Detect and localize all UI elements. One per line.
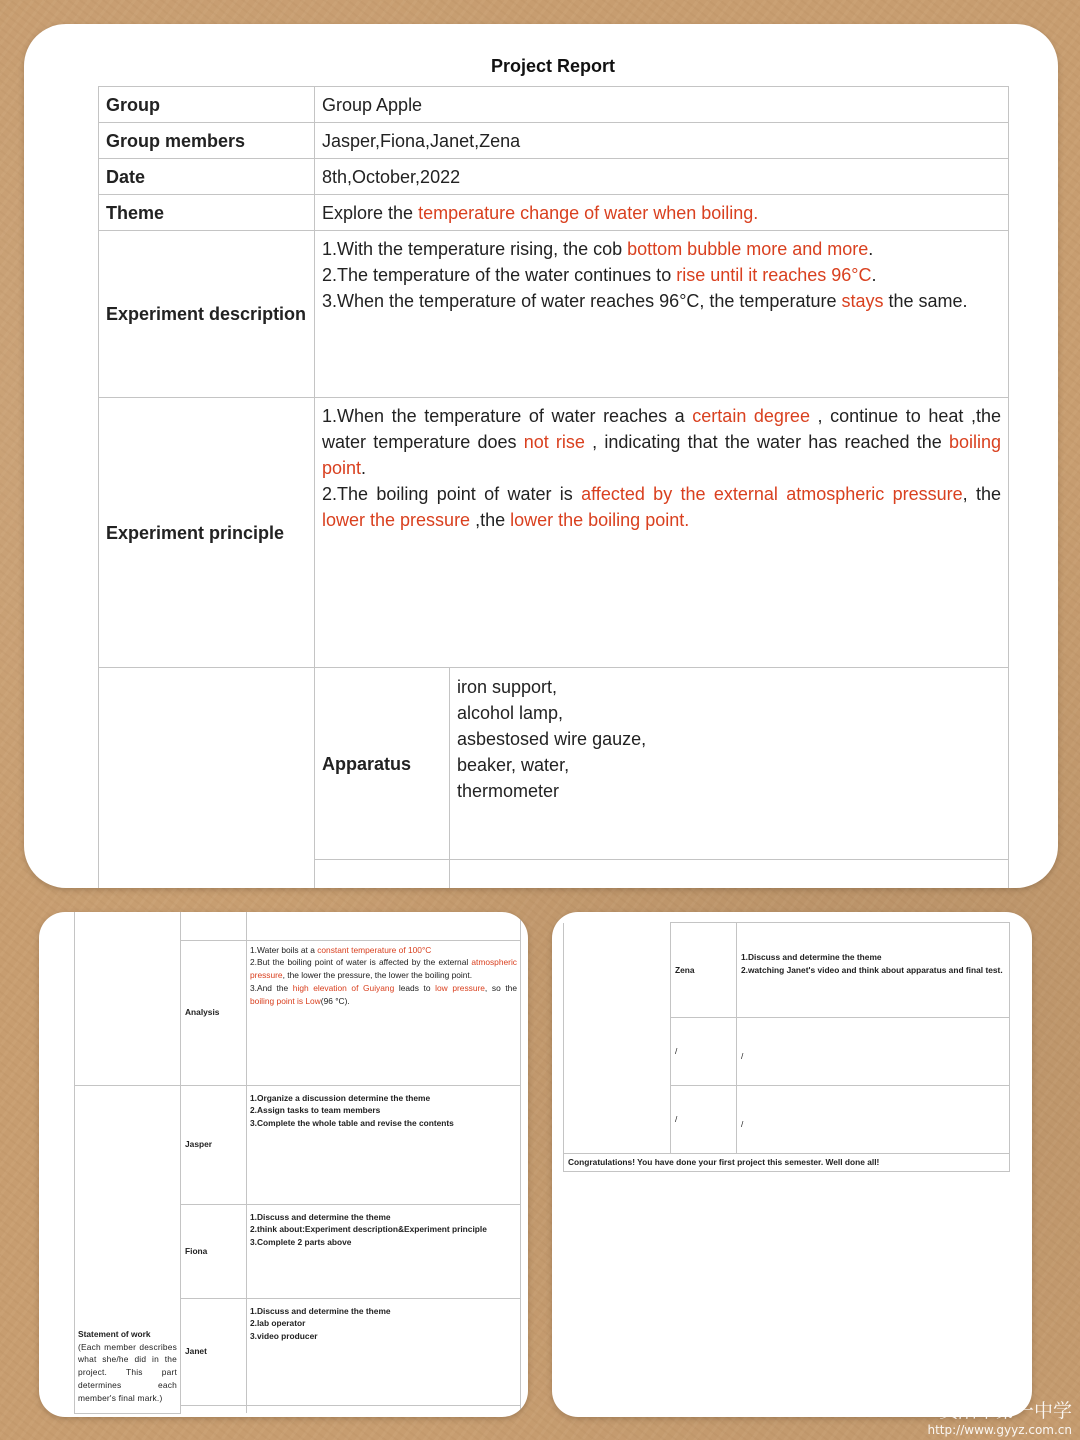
blank-name: /	[671, 1086, 737, 1154]
principle-text	[315, 398, 1009, 668]
watermark-url: http://www.gyyz.com.cn	[927, 1423, 1072, 1437]
theme-value	[315, 195, 1009, 231]
report-table-final	[563, 922, 1010, 1172]
description-line-2: 2.The temperature of the water continues to rise until it reaches 96°C.	[322, 265, 877, 285]
member-tasks: 1.Discuss and determine the theme 2.lab operator 3.video producer	[247, 1298, 521, 1405]
principle-label: Experiment principle	[99, 398, 315, 668]
carryover-cell	[181, 912, 247, 940]
report-page-3	[552, 912, 1032, 1417]
empty-cell	[450, 860, 1009, 889]
principle-item-2: 2.The boiling point of water is affected by the external atmospheric pressure, the lower the pressure ,the lower the boiling point.	[322, 484, 1002, 530]
theme-label: Theme	[99, 195, 315, 231]
member-row-zena	[564, 923, 1010, 1018]
analysis-point-3: 3.And the high elevation of Guiyang leads to low pressure, so the boiling point is Low(96 °C).	[250, 982, 517, 1006]
apparatus-item: asbestosed wire gauze,	[457, 729, 647, 749]
report-page-2	[39, 912, 528, 1417]
principle-item-1: 1.When the temperature of water reaches a certain degree , continue to heat ,the water temperature does not rise , indicating that the water has reached the boiling point.	[322, 406, 1002, 478]
statement-title: Statement of work	[78, 1328, 151, 1339]
date-value: 8th,October,2022	[315, 159, 1009, 195]
member-tasks: 1.Discuss and determine the theme 2.think about:Experiment description&Experiment principle 3.Complete 2 parts above	[247, 1204, 521, 1298]
principle-row	[99, 398, 1009, 668]
report-table-continued	[74, 912, 521, 1414]
member-tasks: 1.Organize a discussion determine the theme 2.Assign tasks to team members 3.Complete the whole table and revise the contents	[247, 1085, 521, 1204]
apparatus-row	[99, 668, 1009, 860]
carryover-row	[75, 912, 521, 940]
blank-name: /	[671, 1018, 737, 1086]
apparatus-section-cell	[99, 668, 315, 889]
description-row	[99, 231, 1009, 398]
carryover-cell	[247, 912, 521, 940]
analysis-point-2: 2.But the boiling point of water is affected by the external atmospheric pressure, the lower the pressure, the lower the boiling point.	[250, 957, 517, 981]
apparatus-item: beaker, water,	[457, 755, 570, 775]
group-row	[99, 87, 1009, 123]
member-tasks: 1.Discuss and determine the theme 2.watching Janet's video and think about apparatus and final test.	[737, 923, 1010, 1018]
report-table	[98, 86, 1009, 888]
member-name: Jasper	[181, 1085, 247, 1204]
theme-row	[99, 195, 1009, 231]
watermark-school-name: 贵阳市第一中学	[938, 1400, 1072, 1422]
member-name: Zena	[671, 923, 737, 1018]
analysis-text	[247, 940, 521, 1085]
footer-row	[564, 1154, 1010, 1172]
date-label: Date	[99, 159, 315, 195]
apparatus-item: iron support,	[457, 677, 558, 697]
description-label: Experiment description	[99, 231, 315, 398]
analysis-point-1: 1.Water boils at a constant temperature of 100°C	[250, 944, 432, 955]
description-line-3: 3.When the temperature of water reaches 96°C, the temperature stays the same.	[322, 291, 968, 311]
report-title: Project Report	[490, 56, 616, 76]
blank-tasks: /	[737, 1018, 1010, 1086]
spacer-cell	[181, 1405, 247, 1413]
watermark	[928, 1399, 1073, 1438]
apparatus-item: thermometer	[457, 781, 560, 801]
report-page-1	[24, 24, 1058, 888]
members-value: Jasper,Fiona,Janet,Zena	[315, 123, 1009, 159]
statement-note: (Each member describes what she/he did in the project. This part determines each member's final mark.)	[78, 1341, 177, 1403]
theme-prefix: Explore the	[322, 202, 419, 223]
analysis-label: Analysis	[181, 940, 247, 1085]
theme-highlight: temperature change of water when boiling.	[418, 202, 759, 223]
statement-of-work-label	[75, 1085, 181, 1413]
congratulations-note: Congratulations! You have done your first project this semester. Well done all!	[564, 1154, 1010, 1172]
group-value: Group Apple	[315, 87, 1009, 123]
apparatus-item: alcohol lamp,	[457, 703, 564, 723]
date-row	[99, 159, 1009, 195]
blank-tasks: /	[737, 1086, 1010, 1154]
group-label: Group	[99, 87, 315, 123]
member-name: Janet	[181, 1298, 247, 1405]
members-row	[99, 123, 1009, 159]
member-row-jasper	[75, 1085, 521, 1204]
apparatus-list	[450, 668, 1009, 860]
spacer-cell	[247, 1405, 521, 1413]
carryover-cell	[75, 912, 181, 1085]
member-name: Fiona	[181, 1204, 247, 1298]
statement-continued-cell	[564, 923, 671, 1154]
empty-cell	[315, 860, 450, 889]
apparatus-label: Apparatus	[315, 668, 450, 860]
members-label: Group members	[99, 123, 315, 159]
description-line-1: 1.With the temperature rising, the cob bottom bubble more and more.	[322, 239, 874, 259]
description-text	[315, 231, 1009, 398]
